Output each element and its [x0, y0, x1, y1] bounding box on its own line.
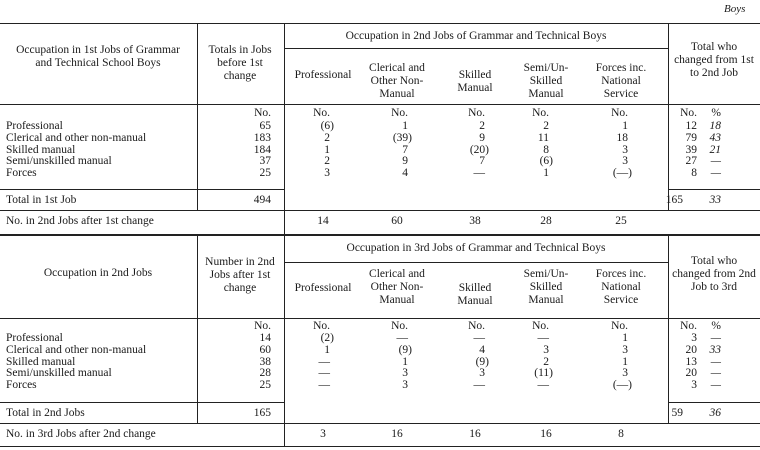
panel2-cell: (11) — [534, 367, 553, 380]
panel2-bottom-rule — [0, 446, 760, 447]
panel1-cell: (20) — [469, 143, 489, 156]
panel2-cell: (—) — [612, 379, 632, 392]
panel1-header-rule — [0, 104, 760, 105]
panel2-cell: 1 — [622, 355, 628, 368]
panel2-changed-pct: 33 — [709, 343, 721, 356]
panel2-cell: 1 — [402, 355, 408, 368]
panel1-changed-pct: 18 — [709, 120, 721, 132]
panel1-cell: 1 — [543, 167, 549, 180]
panel2-changed-pct: — — [710, 355, 721, 368]
panel1-changed-no: 79 — [685, 131, 697, 144]
panel1-after-cell-1: 60 — [391, 215, 403, 227]
panel1-no-label-1: No. — [391, 107, 408, 119]
panel1-no-label-4: No. — [611, 107, 628, 119]
panel2-row-label: Clerical and other non-manual — [6, 343, 147, 356]
panel1-row-header: Occupation in 1st Jobs of Grammar and Technical School Boys — [16, 44, 180, 69]
panel1-vline-1 — [197, 23, 198, 210]
panel1-after-rule — [0, 210, 760, 211]
panel1-total-label: Total in 1st Job — [6, 194, 77, 206]
panel2-cell: (9) — [475, 355, 489, 368]
panel2-changed-no: 3 — [691, 379, 697, 392]
panel2-cell: 1 — [324, 343, 330, 356]
panel1-cell: 3 — [324, 167, 330, 180]
panel1-group-header: Occupation in 2nd Jobs of Grammar and Technical Boys — [345, 30, 607, 42]
panel1-after-cell-2: 38 — [469, 215, 481, 227]
panel2-col-header-4: Forces inc. National Service — [595, 268, 647, 306]
panel2-cell: 3 — [622, 367, 628, 380]
panel2-col-header-0: Professional — [294, 282, 352, 294]
panel1-after-cell-4: 25 — [615, 215, 627, 227]
panel1-col-header-1: Clerical and Other Non-Manual — [369, 62, 425, 100]
panel2-total-rule — [0, 402, 284, 403]
panel2-changed-pct: — — [710, 379, 721, 392]
panel2-after-cell-3: 16 — [540, 428, 552, 440]
panel2-no-label-changed: No. — [680, 320, 697, 332]
panel2-header-rule — [0, 318, 760, 319]
panel2-after-cell-2: 16 — [469, 428, 481, 440]
panel2-cell: — — [318, 379, 330, 392]
panel1-cell: 1 — [622, 120, 628, 132]
panel1-after-cell-0: 14 — [317, 215, 329, 227]
panel2-row-total: 28 — [259, 367, 271, 380]
panel1-group-rule — [284, 48, 668, 49]
panel2-changed-no: 3 — [691, 332, 697, 344]
panel2-changed-pct: — — [710, 332, 721, 344]
panel2-no-label-4: No. — [611, 320, 628, 332]
panel2-col-header-2: Skilled Manual — [457, 282, 493, 307]
panel1-no-label-changed: No. — [680, 107, 697, 119]
panel1-col-header-2: Skilled Manual — [457, 69, 493, 94]
panel1-row-label: Clerical and other non-manual — [6, 131, 147, 144]
panel1-total-changed-no: 165 — [665, 194, 683, 206]
panel2-total-rule-right — [668, 402, 760, 403]
panel1-cell: 1 — [402, 120, 408, 132]
panel2-cell: (9) — [398, 343, 412, 356]
panel2-row-total: 60 — [259, 343, 271, 356]
panel2-no-label-2: No. — [468, 320, 485, 332]
panel1-changed-pct: 21 — [709, 143, 721, 156]
panel2-cell: — — [537, 379, 549, 392]
panel1-row-total: 65 — [259, 120, 271, 132]
panel2-changed-no: 20 — [685, 367, 697, 380]
panel2-cell: 3 — [479, 367, 485, 380]
panel1-cell: 9 — [479, 131, 485, 144]
panel2-after-cell-1: 16 — [391, 428, 403, 440]
panel1-cell: 9 — [402, 155, 408, 168]
panel1-row-label: Semi/unskilled manual — [6, 155, 112, 168]
panel2-after-cell-4: 8 — [618, 428, 624, 440]
panel2-row-label: Skilled manual — [6, 355, 76, 368]
panel1-changed-pct: — — [710, 167, 721, 180]
panel1-col-header-3: Semi/Un-Skilled Manual — [523, 62, 569, 100]
panel1-after-cell-3: 28 — [540, 215, 552, 227]
panel1-row-total: 25 — [259, 167, 271, 180]
panel2-pct-label: % — [711, 320, 721, 332]
panel2-cell: 3 — [402, 367, 408, 380]
panel2-row-label: Professional — [6, 332, 63, 344]
panel2-after-cell-0: 3 — [320, 428, 326, 440]
panel2-cell: — — [473, 379, 485, 392]
panel2-cell: — — [318, 355, 330, 368]
panel1-cell: 7 — [479, 155, 485, 168]
panel1-row-total: 37 — [259, 155, 271, 168]
panel2-totals-header: Number in 2nd Jobs after 1st change — [205, 256, 275, 294]
panel2-cell: (2) — [320, 332, 334, 344]
panel2-col-header-3: Semi/Un-Skilled Manual — [523, 268, 569, 306]
panel1-row-label: Skilled manual — [6, 143, 76, 156]
panel1-col-header-0: Professional — [294, 69, 352, 81]
panel2-no-label-0: No. — [313, 320, 330, 332]
panel2-cell: — — [473, 332, 485, 344]
panel2-after-label: No. in 3rd Jobs after 2nd change — [6, 428, 156, 440]
panel1-total-changed-pct: 33 — [709, 194, 721, 206]
panel1-row-label: Forces — [6, 167, 37, 180]
panel1-row-total: 184 — [253, 143, 271, 156]
panel2-top-rule — [0, 235, 760, 236]
panel1-changed-no: 8 — [691, 167, 697, 180]
panel2-cell: 2 — [543, 355, 549, 368]
panel1-no-label-0: No. — [313, 107, 330, 119]
panel2-cell: 4 — [479, 343, 485, 356]
panel1-cell: 2 — [543, 120, 549, 132]
panel2-cell: — — [537, 332, 549, 344]
panel1-after-label: No. in 2nd Jobs after 1st change — [6, 215, 154, 227]
panel1-cell: 1 — [324, 143, 330, 156]
panel1-totals-header: Totals in Jobs before 1st change — [208, 44, 272, 82]
panel1-total-value: 494 — [253, 194, 271, 206]
panel2-row-total: 14 — [259, 332, 271, 344]
panel1-pct-label: % — [711, 107, 721, 119]
panel1-cell: 2 — [324, 131, 330, 144]
panel1-total-rule — [0, 189, 284, 190]
panel2-total-label: Total in 2nd Jobs — [6, 407, 85, 419]
panel1-changed-pct: 43 — [709, 131, 721, 144]
panel2-changed-header: Total who changed from 2nd Job to 3rd — [672, 255, 756, 293]
panel1-cell: (6) — [539, 155, 553, 168]
panel1-top-rule — [0, 23, 760, 24]
panel2-total-changed-no: 59 — [671, 407, 683, 419]
panel1-cell: 7 — [402, 143, 408, 156]
panel2-cell: 3 — [543, 343, 549, 356]
panel2-cell: 3 — [622, 343, 628, 356]
panel1-changed-header: Total who changed from 1st to 2nd Job — [674, 41, 754, 79]
panel2-cell: 1 — [622, 332, 628, 344]
panel1-cell: 18 — [616, 131, 628, 144]
panel2-cell: 3 — [402, 379, 408, 392]
panel1-cell: 3 — [622, 155, 628, 168]
panel1-cell: 8 — [543, 143, 549, 156]
panel1-cell: 3 — [622, 143, 628, 156]
panel2-group-rule — [284, 262, 668, 263]
panel1-cell: — — [473, 167, 485, 180]
panel1-changed-no: 27 — [685, 155, 697, 168]
panel2-total-changed-pct: 36 — [709, 407, 721, 419]
panel1-no-label-2: No. — [468, 107, 485, 119]
panel1-changed-pct: — — [710, 155, 721, 168]
panel1-cell: 2 — [479, 120, 485, 132]
panel2-changed-pct: — — [710, 367, 721, 380]
panel2-row-label: Forces — [6, 379, 37, 392]
panel2-changed-no: 13 — [685, 355, 697, 368]
panel2-changed-no: 20 — [685, 343, 697, 356]
panel2-row-total: 25 — [259, 379, 271, 392]
panel1-cell: 11 — [537, 131, 549, 144]
panel2-no-label-3: No. — [532, 320, 549, 332]
panel2-cell: — — [396, 332, 408, 344]
panel1-row-total: 183 — [253, 131, 271, 144]
panel1-row-label: Professional — [6, 120, 63, 132]
panel2-total-value: 165 — [253, 407, 271, 419]
panel2-row-header: Occupation in 2nd Jobs — [43, 267, 153, 279]
panel2-after-rule — [0, 423, 760, 424]
panel2-no-label-1: No. — [391, 320, 408, 332]
panel1-cell: (6) — [320, 120, 334, 132]
panel1-no-label-total: No. — [254, 107, 271, 119]
panel1-total-rule-right — [668, 189, 760, 190]
panel1-changed-no: 12 — [685, 120, 697, 132]
panel2-col-header-1: Clerical and Other Non-Manual — [369, 268, 425, 306]
corner-label: Boys — [724, 3, 746, 15]
panel2-row-label: Semi/unskilled manual — [6, 367, 112, 380]
panel1-col-header-4: Forces inc. National Service — [595, 62, 647, 100]
panel1-cell: (39) — [392, 131, 412, 144]
panel1-no-label-3: No. — [532, 107, 549, 119]
panel1-cell: 4 — [402, 167, 408, 180]
panel2-no-label-total: No. — [254, 320, 271, 332]
panel2-vline-1 — [197, 235, 198, 423]
panel1-cell: 2 — [324, 155, 330, 168]
panel1-changed-no: 39 — [685, 143, 697, 156]
panel2-cell: — — [318, 367, 330, 380]
panel2-row-total: 38 — [259, 355, 271, 368]
panel2-group-header: Occupation in 3rd Jobs of Grammar and Technical Boys — [346, 242, 606, 254]
panel1-cell: (—) — [612, 167, 632, 180]
